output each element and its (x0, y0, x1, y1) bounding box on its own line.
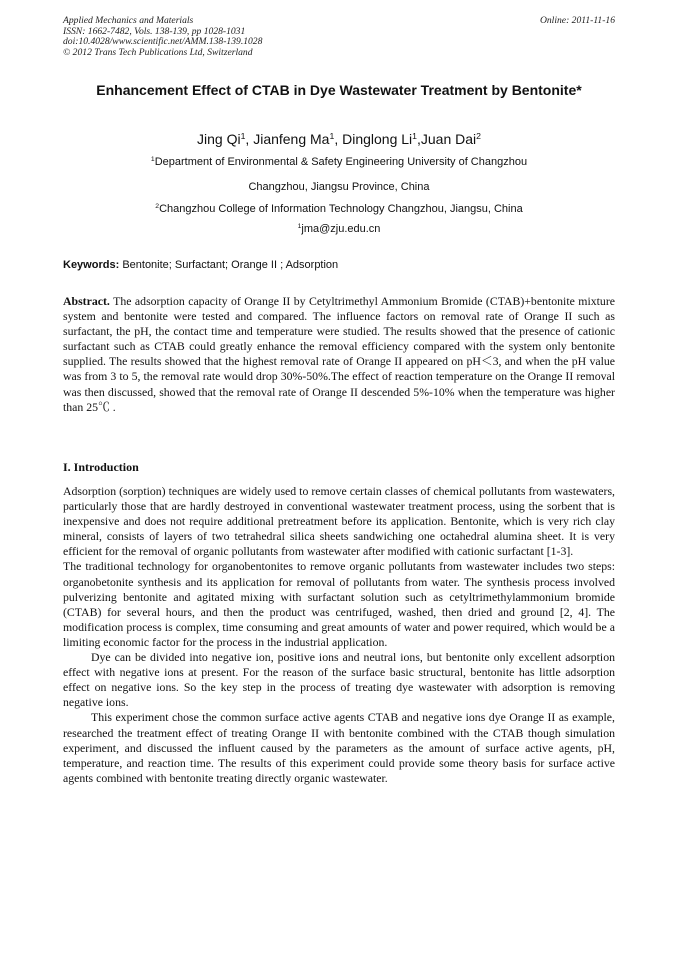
introduction-body (63, 484, 615, 786)
paragraph: Dye can be divided into negative ion, positive ions and neutral ions, but bentonite only excellent adsorption effect with negative ions at present. For the reason of the surface basic structural, bentonite has little adsorption effect on negative ions. So the key step in the process of treating dye wastewater with adsorption is removing negative ions. (63, 650, 615, 710)
keywords (63, 258, 615, 272)
paragraph: The traditional technology for organobentonites to remove organic pollutants from wastewater includes two steps: organobetonite synthesis and its application for removal of pollutants from water. The synthesis process involved pulverizing bentonite and agitated mixing with surfactant solution such as cetyltrimethylammonium bromide (CTAB) for several hours, and then the product was centrifuged, washed, then dried and ground [2, 4]. The modification process is complex, time consuming and great amounts of water and power required, which would be a limiting economic factor for the process in the industrial application. (63, 559, 615, 649)
journal-header (63, 16, 615, 58)
paragraph: This experiment chose the common surface active agents CTAB and negative ions dye Orange II as example, researched the treatment effect of treating Orange II with bentonite combined with the CTAB though simulation experiment, and discussed the influent caused by the parameters as the amount of surface active agents, pH, temperature, and reaction time. The results of this experiment could provide some theory basis for surface active agents combined with bentonite treating directly organic wastewater. (63, 710, 615, 785)
author-affiliation-mark: 2 (476, 130, 481, 141)
paragraph: Adsorption (sorption) techniques are widely used to remove certain classes of chemical pollutants from wastewaters, particularly those that are hardly destroyed in conventional wastewater treatment process, using the sorbent that is inexpensive and does not require additional pretreatment before its application. Bentonite, which is very rich clay mineral, consists of layers of two tetrahedral silica sheets sandwiching one octahedral alumina sheet. It is very efficient for the removal of organic pollutants from wastewater after modified with cationic surfactant [1-3]. (63, 484, 615, 559)
affiliation-mark: 2 (155, 202, 160, 210)
keywords-text: Bentonite; Surfactant; Orange II ; Adsorption (122, 259, 339, 271)
author-affiliation-mark: 1 (412, 130, 417, 141)
affiliation-mark: 1 (150, 155, 155, 163)
author-affiliation-mark: 1 (329, 130, 335, 141)
affiliation-text: Changzhou College of Information Technology Changzhou, Jiangsu, China (159, 203, 523, 215)
journal-doi: doi:10.4028/www.scientific.net/AMM.138-139.1028 (63, 36, 263, 47)
email-mark: 1 (297, 222, 302, 230)
section-heading-introduction: I. Introduction (63, 460, 139, 474)
author-name: Juan Dai (420, 131, 477, 147)
journal-issn: ISSN: 1662-7482, Vols. 138-139, pp 1028-1031 (63, 25, 246, 37)
author-affiliation-mark: 1 (240, 130, 246, 141)
affiliation-1-location: Changzhou, Jiangsu Province, China (248, 181, 430, 193)
affiliation-2 (63, 202, 615, 216)
contact-email (63, 222, 615, 236)
abstract (63, 294, 615, 415)
keywords-label: Keywords: (63, 259, 120, 271)
affiliation-text: Department of Environmental & Safety Engineering University of Changzhou (154, 156, 528, 168)
author-list: Jing Qi$^1$, Jianfeng Ma$^1$, Dinglong Li$^1$,Juan Dai$^2$ (197, 130, 481, 147)
journal-name: Applied Mechanics and Materials (63, 15, 194, 26)
author-name: Jing Qi (197, 131, 241, 147)
abstract-text: The adsorption capacity of Orange II by Cetyltrimethyl Ammonium Bromide (CTAB)+bentonite mixture system and bentonite were tested and compared. The influence factors on removal rate of Orange II such as surfactant, the pH, the contact time and temperature were studied. The results showed that the presence of cationic surfactant such as CTAB could greatly enhance the removal efficiency compared with the system only bentonite supplied. The results showed that the highest removal rate of Orange II appeared on pH＜3, and when the pH value was from 3 to 5, the removal rate would drop 30%-50%.The effect of reaction temperature on the Orange II removal was then discussed, showed that the removal rate of Orange II descended 5%-10% when the temperature was higher than 25℃ . (63, 294, 615, 414)
author-name: Dinglong Li (342, 131, 413, 147)
online-date: Online: 2011-11-16 (539, 15, 615, 26)
author-name: Jianfeng Ma (253, 131, 330, 147)
email-text: jma@zju.edu.cn (301, 223, 381, 235)
journal-copyright: © 2012 Trans Tech Publications Ltd, Switzerland (63, 46, 253, 58)
abstract-label: Abstract. (63, 294, 110, 308)
affiliation-1 (63, 155, 615, 169)
paper-title: Enhancement Effect of CTAB in Dye Wastewater Treatment by Bentonite* (96, 82, 582, 98)
